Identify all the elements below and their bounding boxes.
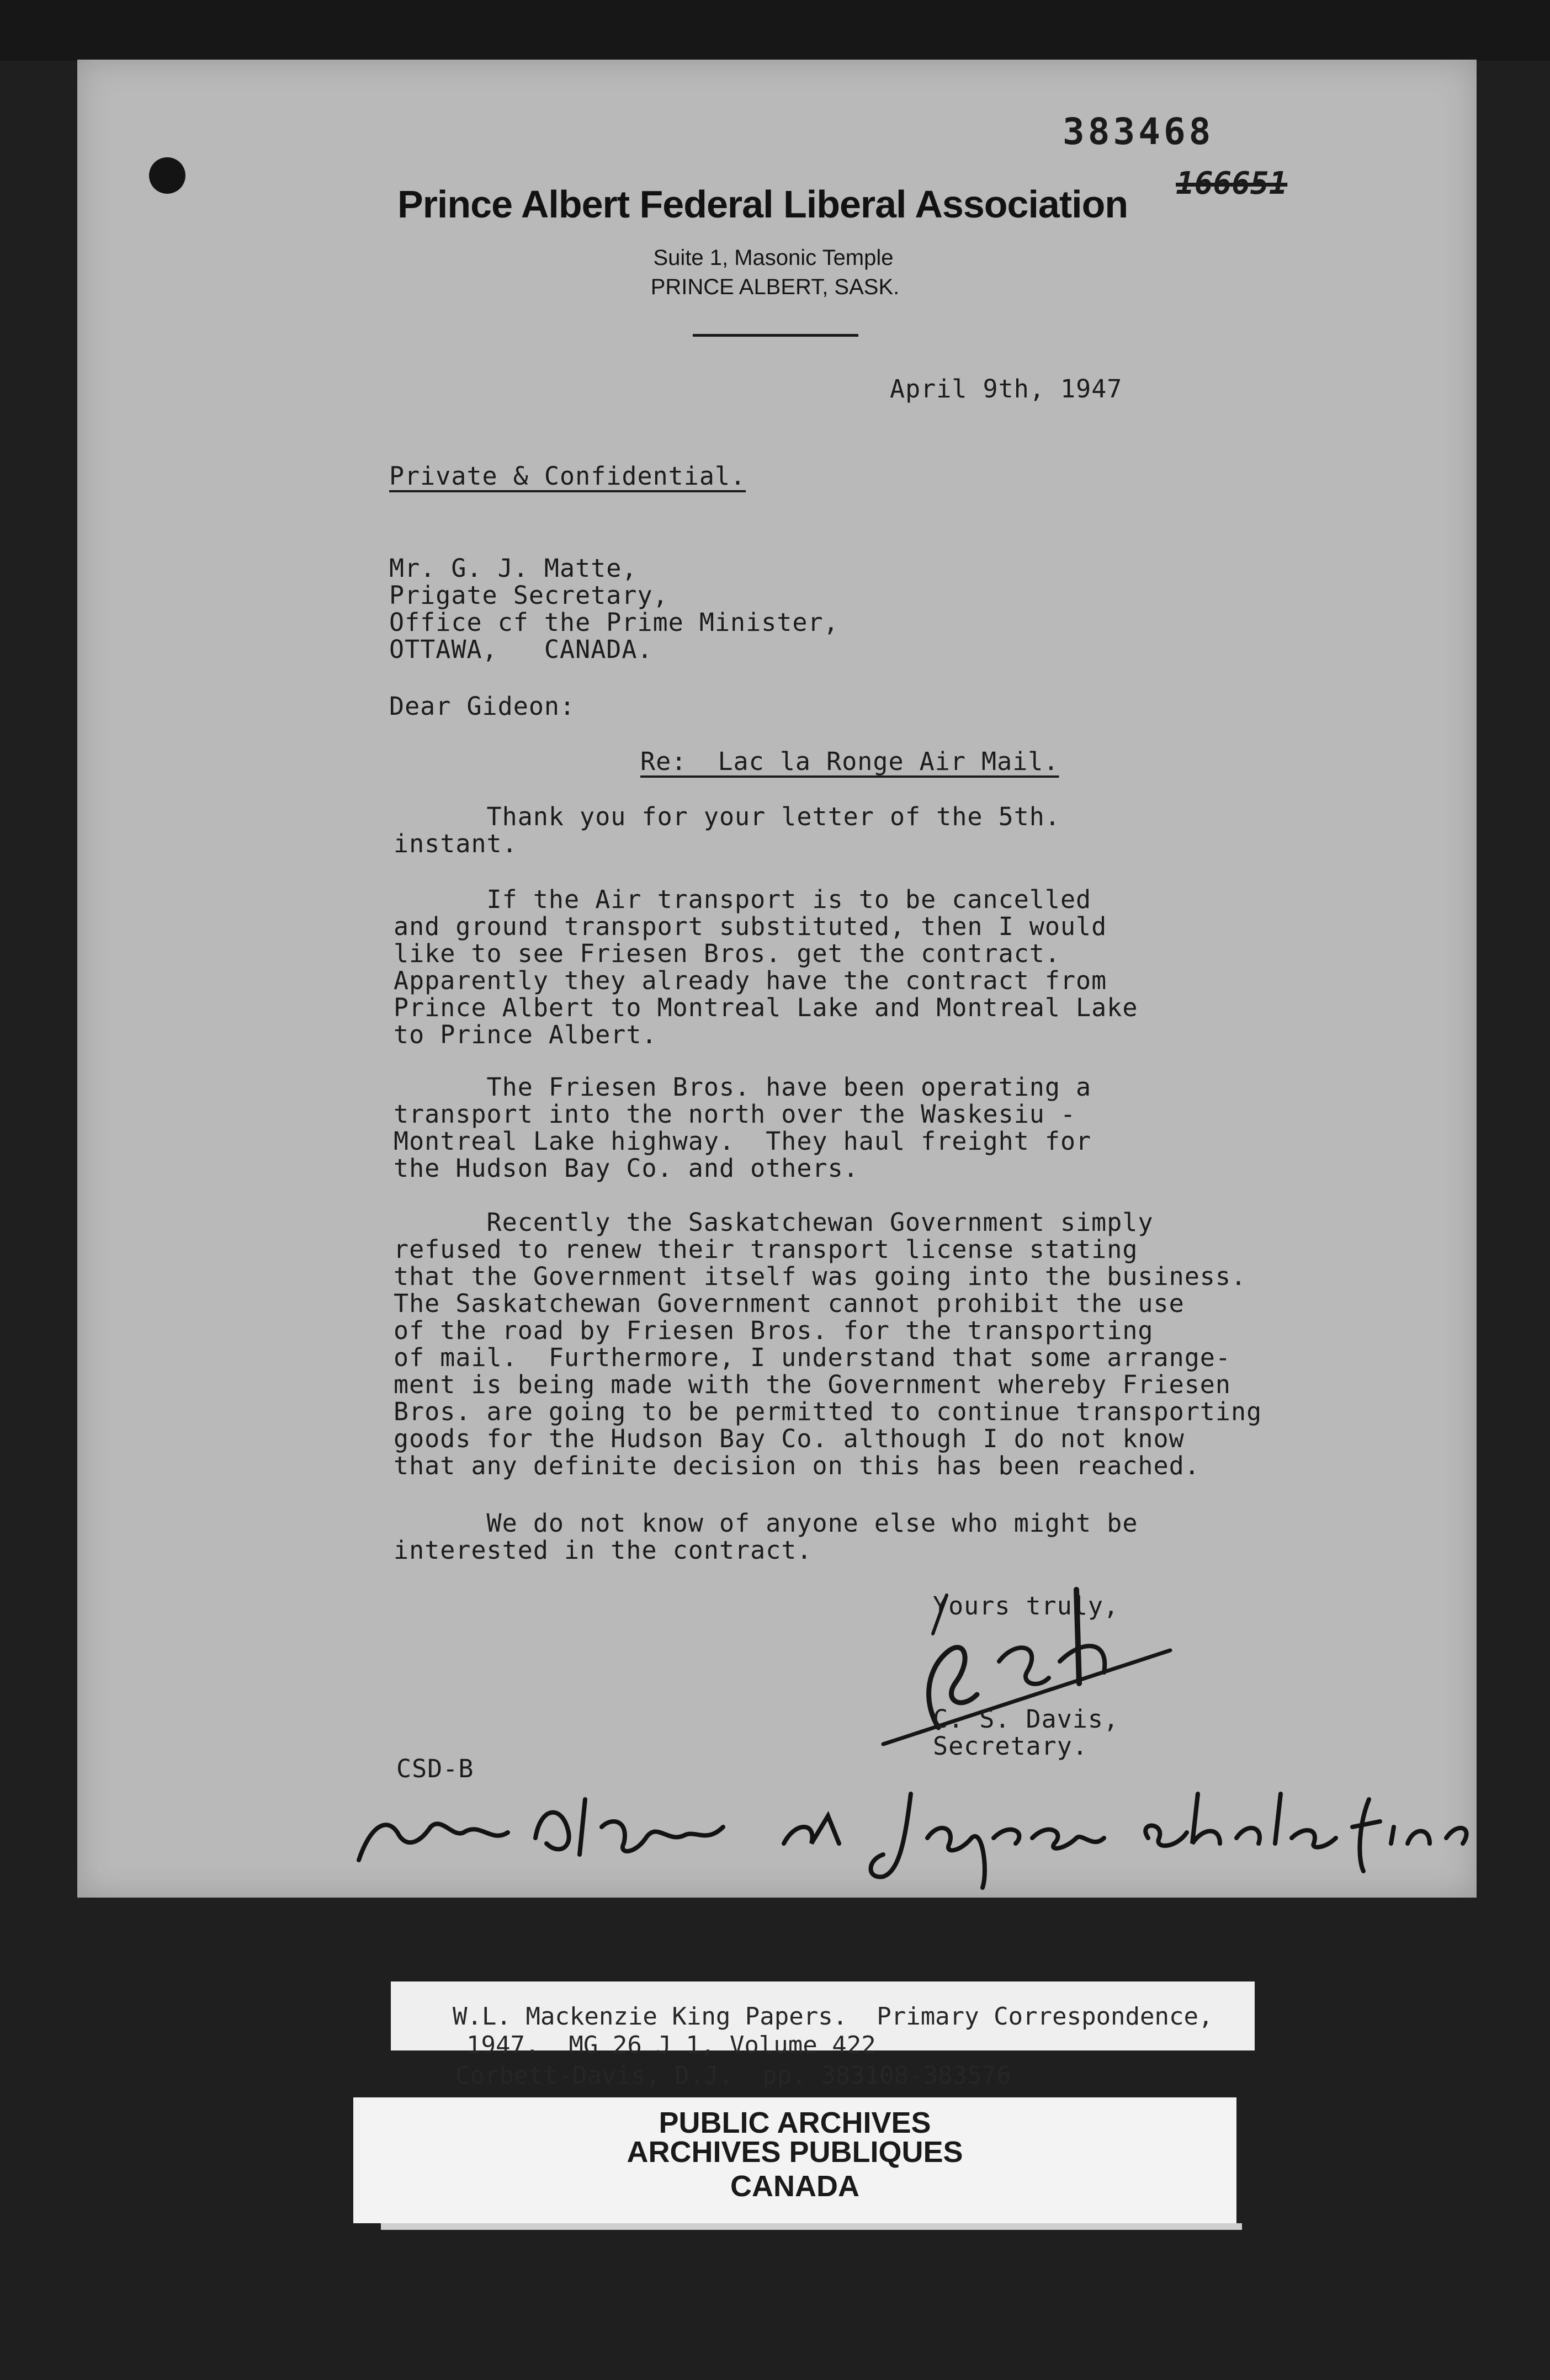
crossed-out-number: 166651 <box>1176 166 1288 201</box>
recipient-line: Prigate Secretary, <box>389 581 668 610</box>
archive-reference-line: W.L. Mackenzie King Papers. Primary Correspondence, <box>453 2002 1213 2031</box>
body-paragraph: The Friesen Bros. have been operating a transport into the north over the Waskesiu - Montreal Lake highway. They haul freight for the Hudson Bay Co. and others. <box>394 1072 1092 1183</box>
document-number: 383468 <box>1063 110 1214 153</box>
letterhead-organization: Prince Albert Federal Liberal Association <box>397 183 1128 226</box>
typist-initials: CSD-B <box>396 1754 474 1783</box>
film-border <box>0 0 1550 61</box>
recipient-line: Mr. G. J. Matte, <box>389 554 638 583</box>
signer-title: Secretary. <box>933 1731 1088 1761</box>
archive-reference-line: Corbett-Davis, D.J. pp. 383108-383576 <box>455 2062 1011 2090</box>
letter-date: April 9th, 1947 <box>890 374 1123 403</box>
confidential-heading: Private & Confidential. <box>389 461 746 491</box>
card-edge <box>381 2223 1242 2230</box>
archive-stamp-line: CANADA <box>730 2170 859 2203</box>
signer-block <box>933 1706 1119 1760</box>
handwritten-note <box>353 1761 1485 1893</box>
body-paragraph: We do not know of anyone else who might be interested in the contract. <box>394 1508 1138 1565</box>
recipient-line: Office cf the Prime Minister, <box>389 608 839 637</box>
recipient-line: OTTAWA, CANADA. <box>389 635 653 664</box>
archive-reference-line: 1947. MG 26 J 1, Volume 422 <box>466 2031 876 2059</box>
recipient-address <box>389 555 839 663</box>
letterhead-address-line2: PRINCE ALBERT, SASK. <box>650 275 900 299</box>
salutation: Dear Gideon: <box>389 692 576 721</box>
letterhead-address-line1: Suite 1, Masonic Temple <box>653 246 894 270</box>
archive-stamp-line: ARCHIVES PUBLIQUES <box>627 2135 963 2169</box>
body-paragraph: Recently the Saskatchewan Government simply refused to renew their transport license stating that the Government itself was going into the business. The Saskatchewan Government cannot prohibit the use of the road by Friesen Bros. for the transporting of mail. Furthermore, I understand that some arrange- ment is being made with the Government whereby Friesen Bros. are going to be permitted to continue transporting goods for the Hudson Bay Co. although I do not know that any definite decision on this has been reached. <box>394 1208 1262 1480</box>
archive-stamp-line: PUBLIC ARCHIVES <box>659 2106 931 2139</box>
signer-name: C. S. Davis, <box>933 1704 1119 1734</box>
body-paragraph: If the Air transport is to be cancelled and ground transport substituted, then I would like to see Friesen Bros. get the contract. Apparently they already have the contract from Prince Albert to Montreal Lake and Montreal Lake to Prince Albert. <box>394 885 1138 1049</box>
body-paragraph: Thank you for your letter of the 5th. instant. <box>394 802 1060 858</box>
subject-line: Re: Lac la Ronge Air Mail. <box>640 747 1059 776</box>
closing: Yours truly, <box>933 1591 1119 1621</box>
punch-hole <box>149 157 185 194</box>
letterhead-divider <box>693 334 858 337</box>
